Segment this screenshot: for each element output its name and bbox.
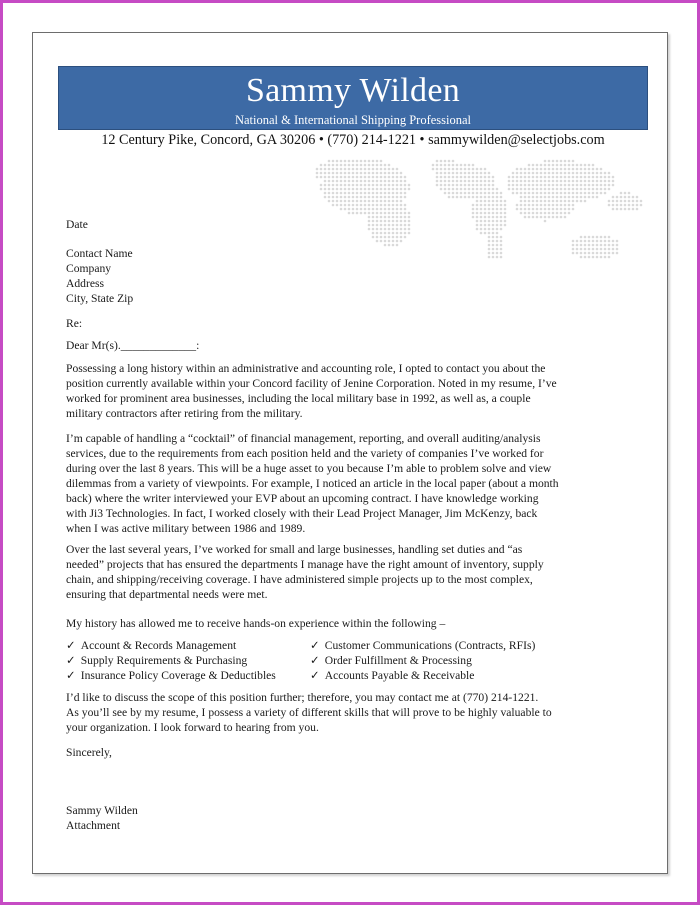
paragraph-line: back) where the writer interviewed your EVP about an upcoming contract. I have knowledge working: [66, 492, 539, 505]
paragraph-line: your organization. I look forward to hearing from you.: [66, 721, 319, 734]
checklist-item: ✓ Insurance Policy Coverage & Deductibles: [66, 669, 276, 682]
recipient-line: Contact Name: [66, 247, 133, 260]
applicant-subtitle: National & International Shipping Professional: [234, 113, 472, 127]
paragraph-1: [66, 361, 651, 421]
paragraph-3: [66, 542, 651, 602]
paragraph-2: [66, 431, 651, 536]
checkmark-icon: ✓: [66, 639, 76, 652]
recipient-line: City, State Zip: [66, 292, 134, 305]
paragraph-line: As you’ll see by my resume, I possess a variety of different skills that will prove to be highly valuable to: [66, 706, 552, 719]
checklist-item: ✓ Accounts Payable & Receivable: [310, 669, 475, 682]
checklist-item: ✓ Supply Requirements & Purchasing: [66, 654, 248, 667]
paragraph-line: ensuring that departmental needs were met.: [66, 588, 268, 601]
checkmark-icon: ✓: [310, 669, 320, 682]
salutation: Dear Mr(s)._____________:: [66, 339, 200, 352]
letter-page: [32, 32, 668, 874]
paragraph-line: chain, and shipping/receiving coverage. I have administered simple projects up to the most complex,: [66, 573, 533, 586]
checklist-item: ✓ Order Fulfillment & Processing: [310, 654, 472, 667]
contact-line: 12 Century Pike, Concord, GA 30206 • (770) 214-1221 • sammywilden@selectjobs.com: [101, 132, 605, 148]
paragraph-line: position currently available within your Concord facility of Jenine Corporation. Noted in my resume, I’ve: [66, 377, 557, 390]
checklist-item: ✓ Account & Records Management: [66, 639, 237, 652]
re-line: Re:: [66, 317, 83, 330]
enclosure-note: Attachment: [66, 819, 121, 832]
checklist-item: ✓ Customer Communications (Contracts, RFIs): [310, 639, 536, 652]
paragraph-line: dilemmas from a variety of viewpoints. For example, I noticed an article in the local paper (about a month: [66, 477, 559, 490]
checkmark-icon: ✓: [66, 669, 76, 682]
date-line: Date: [66, 218, 88, 231]
experience-heading: My history has allowed me to receive hands-on experience within the following –: [66, 617, 446, 630]
paragraph-line: services, due to the requirements from each position held and the variety of companies I’ve worked for: [66, 447, 544, 460]
paragraph-line: I’d like to discuss the scope of this position further; therefore, you may contact me at (770) 214-1221.: [66, 691, 539, 704]
recipient-block: [66, 246, 651, 306]
paragraph-line: with Ji3 Technologies. In fact, I worked closely with their Lead Project Manager, Jim McKenzy, back: [66, 507, 538, 520]
closing-paragraph: [66, 690, 651, 735]
paragraph-line: military contractors after retiring from the military.: [66, 407, 303, 420]
checkmark-icon: ✓: [66, 654, 76, 667]
checkmark-icon: ✓: [310, 639, 320, 652]
recipient-line: Address: [66, 277, 104, 290]
signature-name: Sammy Wilden: [66, 804, 138, 817]
recipient-line: Company: [66, 262, 112, 275]
paragraph-line: I’m capable of handling a “cocktail” of financial management, reporting, and overall auditing/analysis: [66, 432, 541, 445]
paragraph-line: worked for prominent area businesses, including the local military base in 1992, as well as, a couple: [66, 392, 531, 405]
paragraph-line: Over the last several years, I’ve worked for small and large businesses, handling set duties and “as: [66, 543, 523, 556]
header-banner: [58, 66, 648, 130]
checkmark-icon: ✓: [310, 654, 320, 667]
paragraph-line: when I was active military between 1986 and 1989.: [66, 522, 306, 535]
applicant-name: Sammy Wilden: [245, 72, 461, 109]
sign-off: Sincerely,: [66, 746, 112, 759]
paragraph-line: during over the last 8 years. This will be a huge asset to you because I’m able to problem solve and view: [66, 462, 552, 475]
paragraph-line: Possessing a long history within an administrative and accounting role, I opted to contact you about the: [66, 362, 546, 375]
paragraph-line: needed” projects that has ensured the departments I manage have the right amount of inventory, supply: [66, 558, 544, 571]
